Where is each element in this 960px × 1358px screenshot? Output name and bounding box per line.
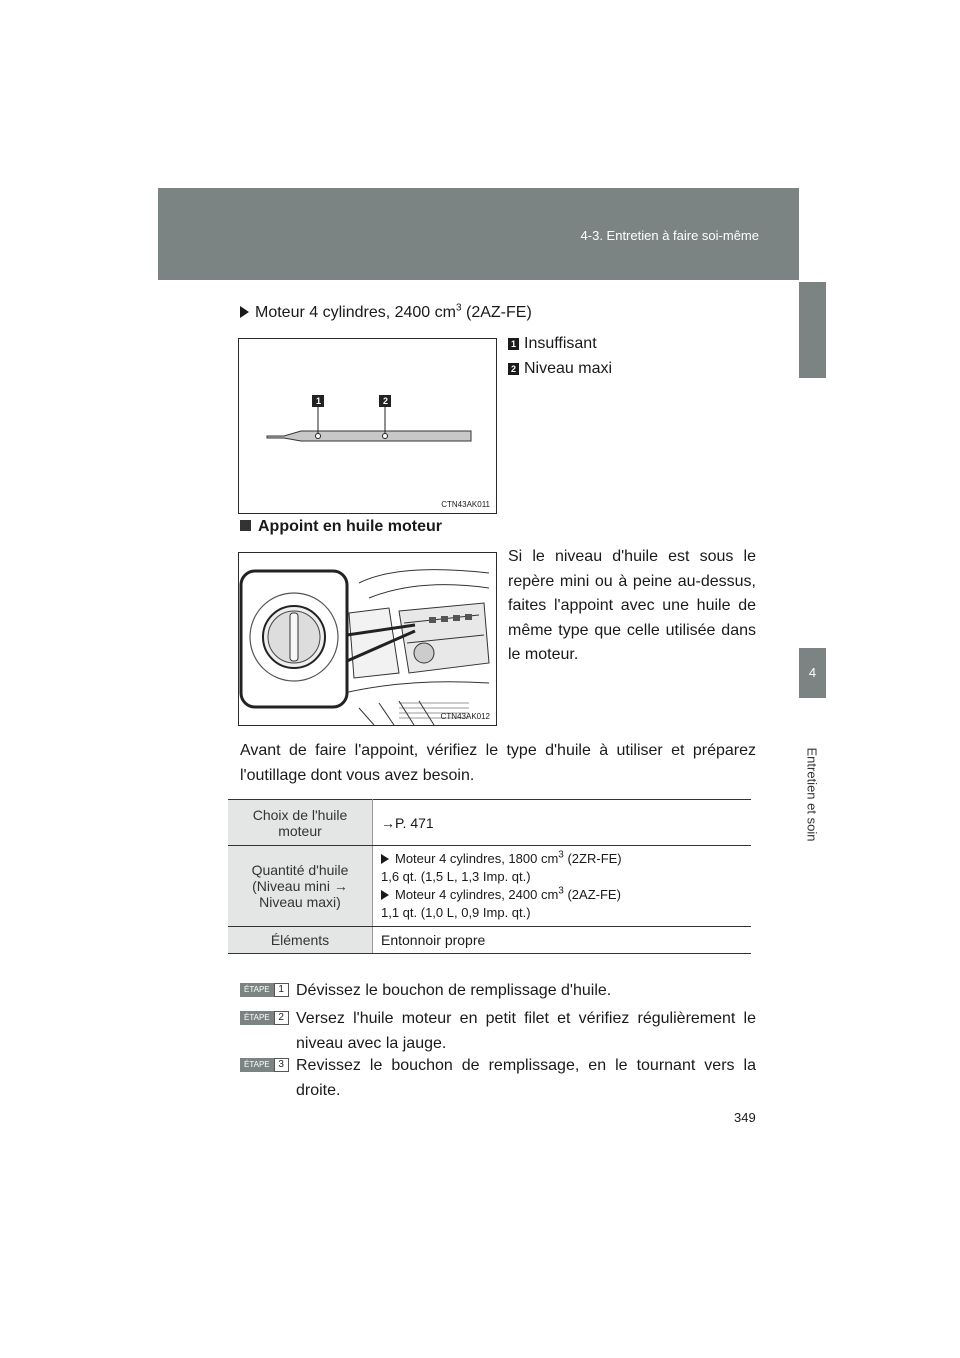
legend-label: Niveau maxi xyxy=(524,360,613,377)
arrow-right-icon xyxy=(381,890,389,900)
legend-number: 1 xyxy=(508,338,519,350)
step-badge: ÉTAPE 3 xyxy=(240,1058,289,1072)
marker-1: 1 xyxy=(315,396,321,406)
step-text: Revissez le bouchon de remplissage, en le tournant vers la droite. xyxy=(296,1057,756,1099)
step-text: Dévissez le bouchon de remplissage d'huile. xyxy=(296,982,612,999)
legend-item-2 xyxy=(508,356,612,381)
chapter-number: 4 xyxy=(799,648,826,698)
figure-code: CTN43AK012 xyxy=(440,712,490,721)
table-value: →P. 471 xyxy=(373,800,752,846)
legend-number: 2 xyxy=(508,363,519,375)
page-number: 349 xyxy=(734,1110,756,1125)
oil-spec-table xyxy=(228,799,751,954)
step-text: Versez l'huile moteur en petit filet et vérifiez régulièrement le niveau avec la jauge. xyxy=(296,1010,756,1052)
dipstick-figure xyxy=(238,338,497,514)
arrow-right-icon xyxy=(381,854,389,864)
square-bullet-icon xyxy=(240,520,251,531)
table-row xyxy=(228,927,751,954)
filler-paragraph: Si le niveau d'huile est sous le repère mini ou à peine au-dessus, faites l'appoint avec une huile de même type que celle utilisée dans le moteur. xyxy=(508,548,756,663)
section-header xyxy=(158,188,799,280)
step-2 xyxy=(240,1006,756,1056)
engine-bay-illustration xyxy=(239,553,496,725)
step-badge: ÉTAPE 2 xyxy=(240,1011,289,1025)
section-heading: Appoint en huile moteur xyxy=(240,518,442,536)
table-row xyxy=(228,846,751,927)
table-row xyxy=(228,800,751,846)
arrow-right-icon xyxy=(240,306,249,318)
step-1 xyxy=(240,978,756,1003)
legend-item-1 xyxy=(508,331,597,356)
dipstick-illustration xyxy=(239,339,496,513)
section-title: 4-3. Entretien à faire soi-même xyxy=(580,228,759,243)
table-label: Quantité d'huile (Niveau mini → Niveau maxi) xyxy=(228,846,373,927)
table-value: Entonnoir propre xyxy=(373,927,752,954)
intro-paragraph: Avant de faire l'appoint, vérifiez le type d'huile à utiliser et préparez l'outillage dont vous avez besoin. xyxy=(240,742,756,784)
figure-code: CTN43AK011 xyxy=(441,500,490,509)
table-value: Moteur 4 cylindres, 1800 $cm^3$ (2ZR-FE) 1,6 qt. (1,5 L, 1,3 Imp. qt.) Moteur 4 cylindres, 2400 $cm^3$ (2AZ-FE) 1,1 qt. (1,0 L, 0,9 Imp. qt.) xyxy=(373,846,752,927)
chapter-label: Entretien et soin xyxy=(804,747,820,842)
table-label: Éléments xyxy=(228,927,373,954)
filler-cap-figure xyxy=(238,552,497,726)
step-badge: ÉTAPE 1 xyxy=(240,983,289,997)
table-label: Choix de l'huile moteur xyxy=(228,800,373,846)
engine-variant-heading: Moteur 4 cylindres, 2400 $cm^3$ (2AZ-FE) xyxy=(240,300,532,325)
step-3 xyxy=(240,1053,756,1103)
marker-2: 2 xyxy=(382,396,388,406)
legend-label: Insuffisant xyxy=(524,335,597,352)
sidetab-top xyxy=(799,282,826,378)
